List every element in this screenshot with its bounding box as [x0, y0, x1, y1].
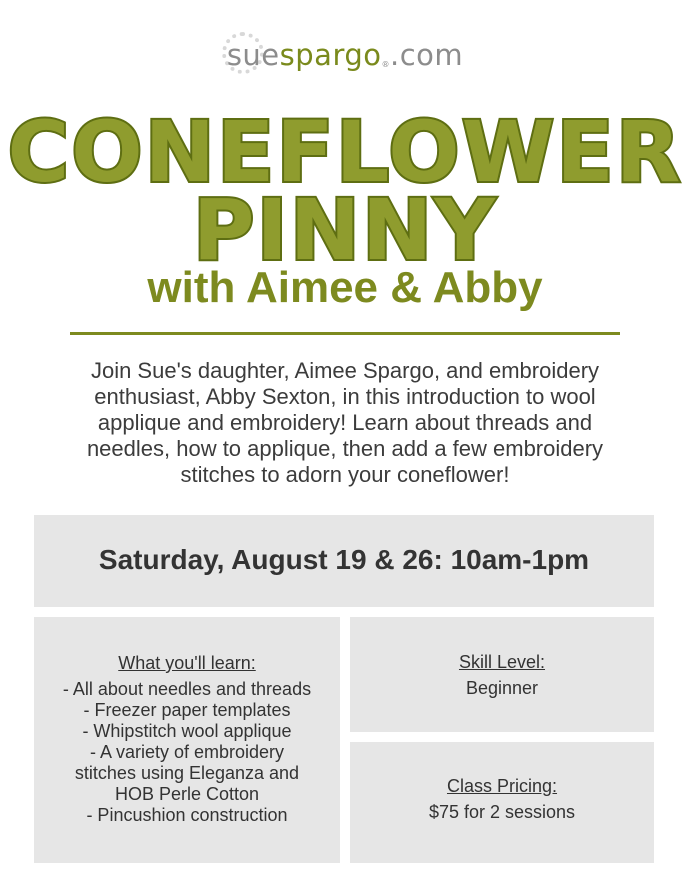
pricing-heading: Class Pricing: [446, 776, 558, 796]
learn-item: - All about needles and threads [62, 679, 312, 699]
title-line-2: PINNY [192, 181, 498, 279]
skill-box [350, 617, 654, 732]
learn-list [34, 679, 340, 826]
subtitle: with Aimee & Abby [147, 263, 543, 312]
intro-paragraph: Join Sue's daughter, Aimee Spargo, and embroidery enthusiast, Abby Sexton, in this introduction to wool applique and embroidery! Learn about threads and needles, how to applique, then add a few embroidery stitches to adorn your coneflower! [86, 358, 604, 487]
learn-heading: What you'll learn: [118, 653, 256, 673]
logo-registered-mark: ® [381, 60, 391, 69]
schedule-text: Saturday, August 19 & 26: 10am-1pm [98, 544, 590, 575]
learn-list-container [34, 679, 340, 826]
schedule-box [34, 515, 654, 607]
skill-heading: Skill Level: [458, 652, 546, 672]
divider-rule [70, 332, 620, 335]
title-line-1: CONEFLOWER [7, 103, 683, 201]
logo-text-sue: sue [226, 38, 280, 72]
learn-item: HOB Perle Cotton [114, 784, 260, 804]
learn-item: - A variety of embroidery [89, 742, 285, 762]
logo-text-spargo: spargo [279, 38, 382, 72]
skill-value: Beginner [465, 678, 539, 698]
learn-item: stitches using Eleganza and [74, 763, 300, 783]
pricing-value: $75 for 2 sessions [428, 802, 576, 822]
learn-item: - Pincushion construction [86, 805, 288, 825]
pricing-box [350, 742, 654, 863]
learn-box [34, 617, 340, 863]
learn-item: - Whipstitch wool applique [82, 721, 292, 741]
logo-text-domain: .com [390, 38, 464, 72]
site-logo [0, 38, 690, 72]
learn-item: - Freezer paper templates [83, 700, 291, 720]
